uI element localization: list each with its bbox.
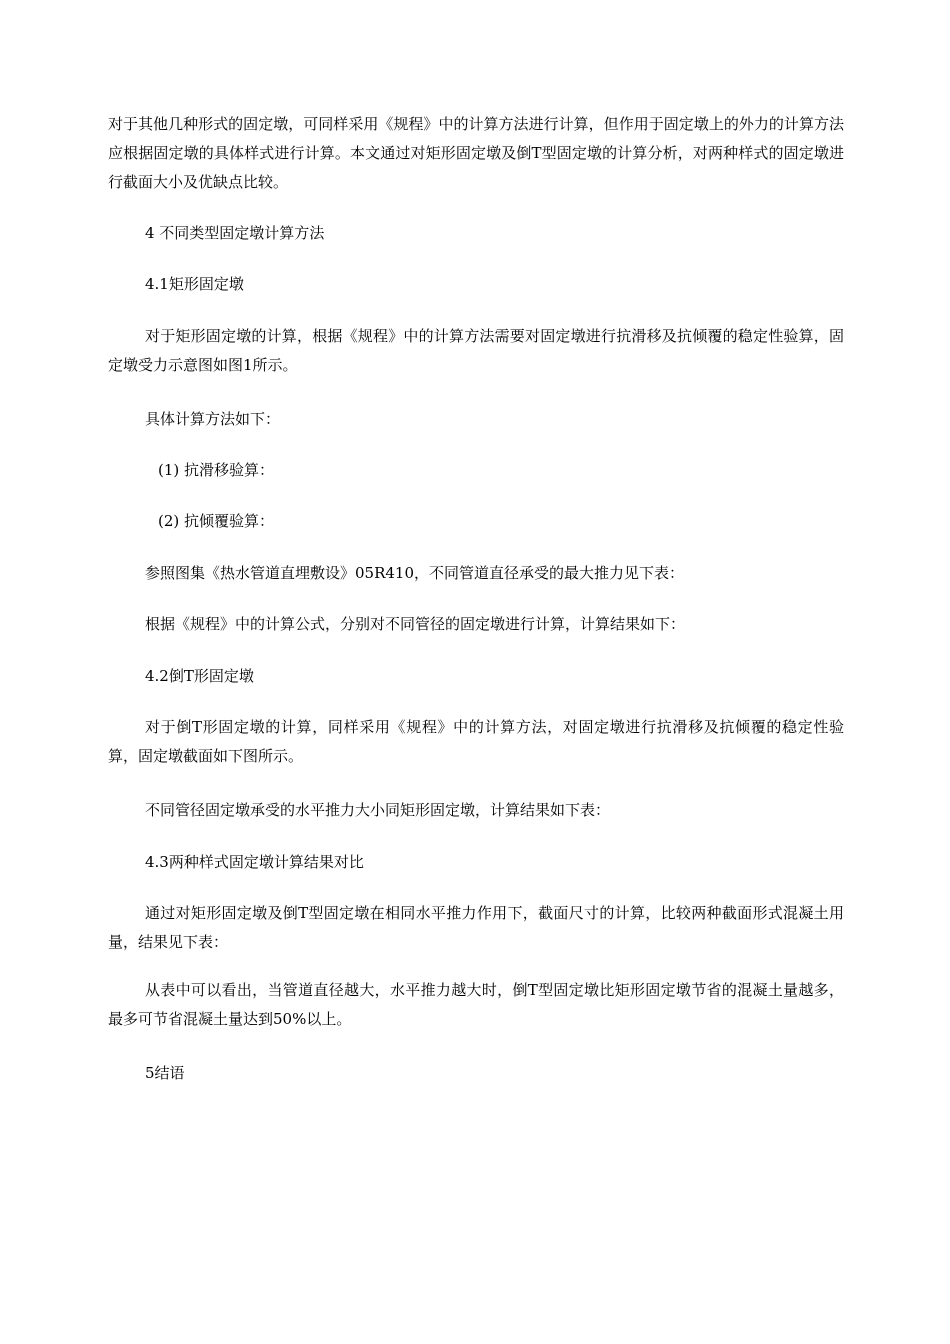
- paragraph-comparison-description: 通过对矩形固定墩及倒T型固定墩在相同水平推力作用下，截面尺寸的计算，比较两种截面形式混凝土用量，结果见下表：: [108, 904, 844, 951]
- heading-section-5: 5结语: [145, 1064, 185, 1082]
- list-item-anti-overturning: (2) 抗倾覆验算：: [158, 512, 275, 530]
- list-item-anti-sliding: (1) 抗滑移验算：: [158, 461, 275, 479]
- paragraph-calculation-results: 根据《规程》中的计算公式，分别对不同管径的固定墩进行计算，计算结果如下：: [145, 615, 686, 633]
- paragraph-conclusion: 从表中可以看出，当管道直径越大，水平推力越大时，倒T型固定墩比矩形固定墩节省的混凝土量越多，最多可节省混凝土量达到50%以上。: [108, 981, 844, 1028]
- paragraph-reference-atlas: 参照图集《热水管道直埋敷设》05R410，不同管道直径承受的最大推力见下表：: [145, 564, 685, 582]
- heading-section-4-3: 4.3两种样式固定墩计算结果对比: [145, 853, 364, 871]
- heading-section-4-2: 4.2倒T形固定墩: [145, 667, 254, 685]
- heading-section-4-1: 4.1矩形固定墩: [145, 275, 244, 293]
- paragraph-t-pier-results: 不同管径固定墩承受的水平推力大小同矩形固定墩，计算结果如下表：: [145, 801, 611, 819]
- paragraph-intro: 对于其他几种形式的固定墩，可同样采用《规程》中的计算方法进行计算，但作用于固定墩上的外力的计算方法应根据固定墩的具体样式进行计算。本文通过对矩形固定墩及倒T型固定墩的计算分析，对两种样式的固定墩进行截面大小及优缺点比较。: [108, 115, 844, 191]
- paragraph-rect-pier-description: 对于矩形固定墩的计算，根据《规程》中的计算方法需要对固定墩进行抗滑移及抗倾覆的稳定性验算，固定墩受力示意图如图1所示。: [108, 327, 844, 374]
- paragraph-t-pier-description: 对于倒T形固定墩的计算，同样采用《规程》中的计算方法，对固定墩进行抗滑移及抗倾覆的稳定性验算，固定墩截面如下图所示。: [108, 718, 844, 765]
- paragraph-method-intro: 具体计算方法如下：: [145, 410, 281, 428]
- heading-section-4: 4 不同类型固定墩计算方法: [145, 224, 325, 242]
